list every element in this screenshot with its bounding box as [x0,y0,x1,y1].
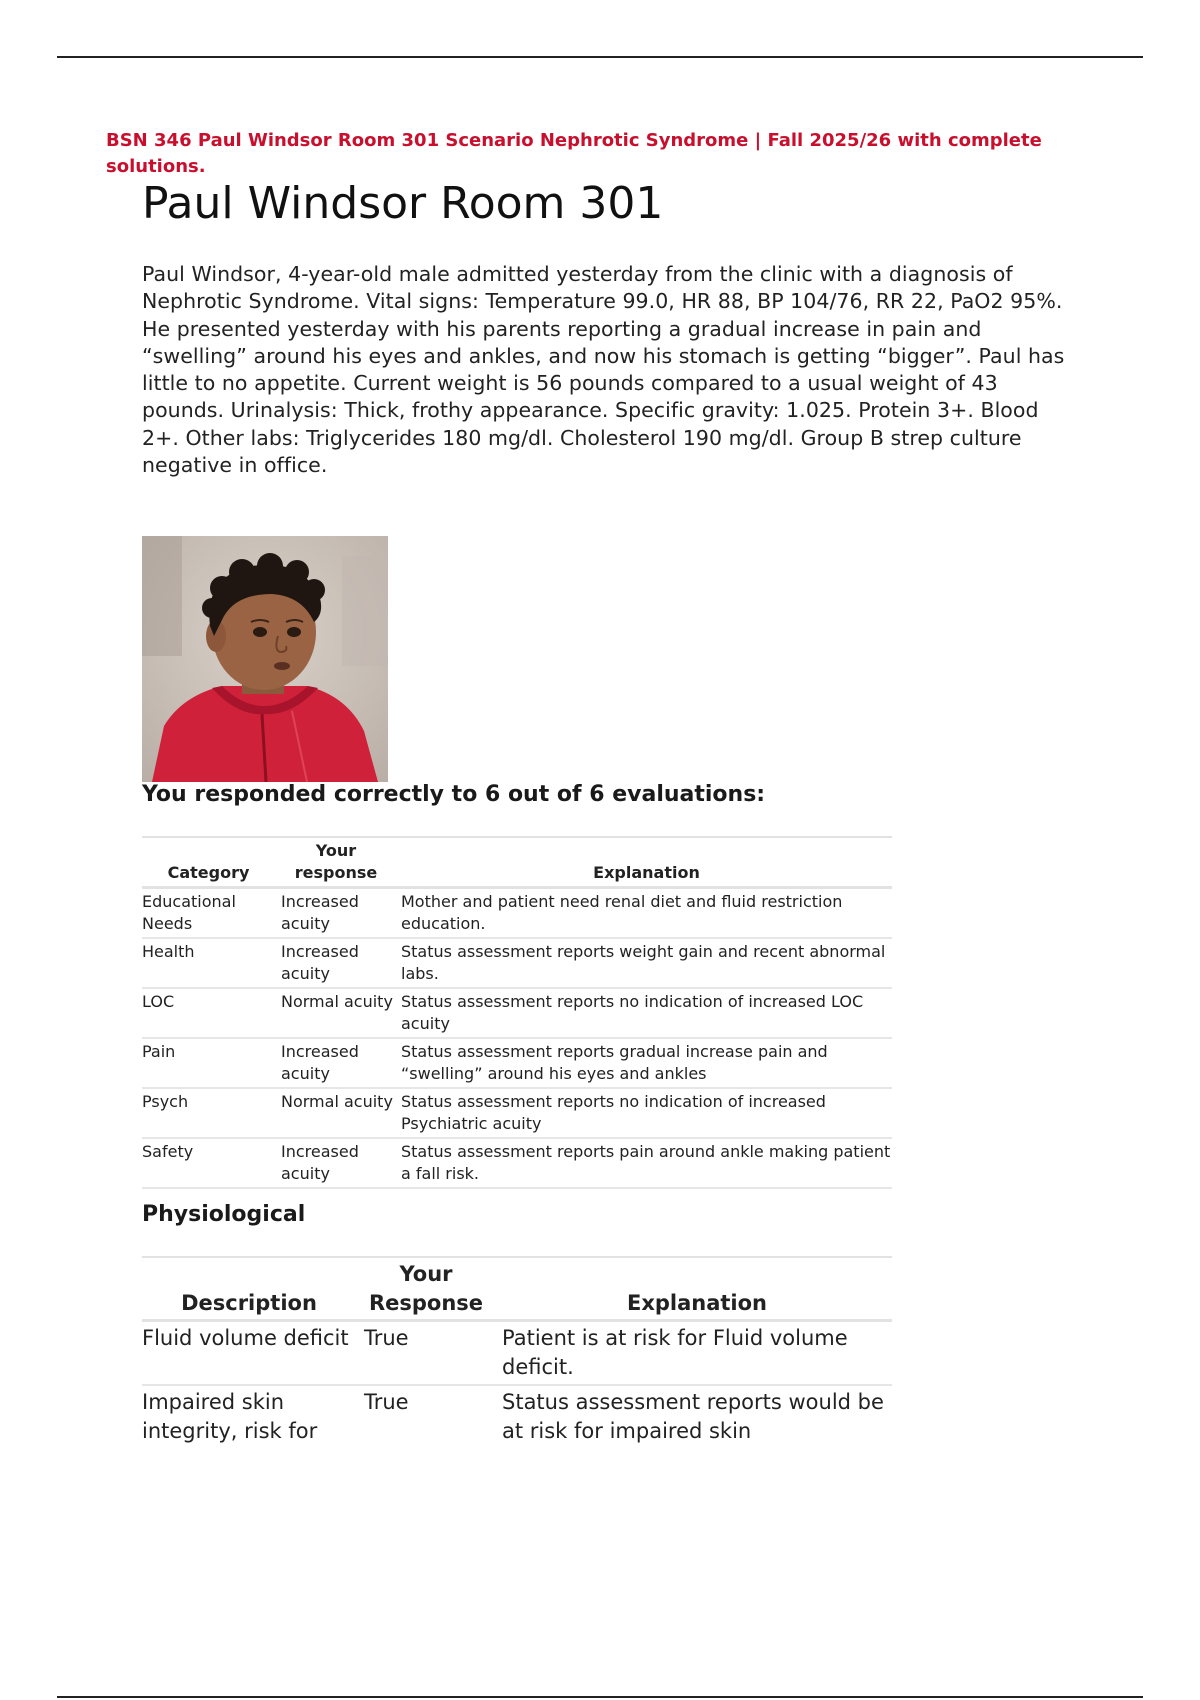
response-header [275,837,397,888]
explanation-cell: Status assessment reports no indication of increased LOC acuity [401,992,864,1033]
explanation-cell: Status assessment reports weight gain and recent abnormal labs. [401,942,886,983]
table-row [142,1385,892,1448]
response-value: Normal acuity [281,992,393,1011]
explanation-cell: Status assessment reports pain around ankle making patient a fall risk. [401,1142,891,1183]
explanation-cell: Patient is at risk for Fluid volume deficit. [502,1326,848,1379]
table-row [142,938,892,988]
category-cell: Psych [142,1092,189,1111]
physiological-table [142,1256,892,1448]
response-cell [275,1038,397,1088]
table-row [142,1038,892,1088]
document-header: BSN 346 Paul Windsor Room 301 Scenario Nephrotic Syndrome | Fall 2025/26 with complete solutions. [106,130,1042,177]
response-value: Normal acuity [281,1092,393,1111]
category-cell: Safety [142,1142,194,1161]
explanation-cell: Status assessment reports gradual increase pain and “swelling” around his eyes and ankles [401,1042,828,1083]
table-row [142,1088,892,1138]
explanation-cell: Mother and patient need renal diet and fluid restriction education. [401,892,843,933]
explanation-cell: Status assessment reports would be at risk for impaired skin [502,1390,884,1443]
results-heading: You responded correctly to 6 out of 6 evaluations: [142,782,766,807]
response-cell: True [364,1390,409,1414]
response-header-line1: Your [315,841,357,860]
response-header-line1: Your [399,1262,453,1286]
table-row [142,1138,892,1188]
patient-photo [142,536,388,782]
response-cell: True [364,1326,409,1350]
response-header-line2: Response [368,1290,484,1315]
response-cell [275,1138,397,1188]
response-value: Increased acuity [281,892,359,933]
response-value: Increased acuity [281,1042,359,1083]
explanation-cell: Status assessment reports no indication of increased Psychiatric acuity [401,1092,826,1133]
response-value: Increased acuity [281,1142,359,1183]
category-header: Category [167,862,250,882]
category-cell: Pain [142,1042,176,1061]
response-value: Increased acuity [281,942,359,983]
top-rule [57,56,1143,58]
response-header [356,1257,496,1321]
description-cell: Impaired skin integrity, risk for [142,1390,318,1443]
table-row [142,888,892,939]
explanation-header: Explanation [593,862,700,882]
bottom-rule [57,1696,1143,1698]
table-row [142,988,892,1038]
response-cell [275,938,397,988]
child-portrait-illustration [142,536,388,782]
category-cell: Health [142,942,195,961]
table-row [142,1321,892,1386]
evaluation-table-header [142,837,892,888]
physiological-table-header [142,1257,892,1321]
scenario-text: Paul Windsor, 4-year-old male admitted yesterday from the clinic with a diagnosis of Nephrotic Syndrome. Vital signs: Temperature 99.0, HR 88, BP 104/76, RR 22, PaO2 95%. He presented yesterday with his parents reporting a gradual increase in pain and “swelling” around his eyes and ankles, and now his stomach is getting “bigger”. Paul has little to no appetite. Current weight is 56 pounds compared to a usual weight of 43 pounds. Urinalysis: Thick, frothy appearance. Specific gravity: 1.025. Protein 3+. Blood 2+. Other labs: Triglycerides 180 mg/dl. Cholesterol 190 mg/dl. Group B strep culture negative in office. [142,262,1065,478]
response-cell [275,988,397,1038]
response-header-line2: response [294,862,378,882]
description-header: Description [181,1290,317,1315]
description-cell: Fluid volume deficit [142,1326,349,1350]
physiological-heading: Physiological [142,1202,306,1227]
evaluation-table [142,836,892,1189]
explanation-header: Explanation [626,1290,768,1315]
category-cell: LOC [142,992,175,1011]
response-cell [275,1088,397,1138]
page-title: Paul Windsor Room 301 [142,178,664,229]
response-cell [275,888,397,939]
category-cell: Educational Needs [142,892,236,933]
